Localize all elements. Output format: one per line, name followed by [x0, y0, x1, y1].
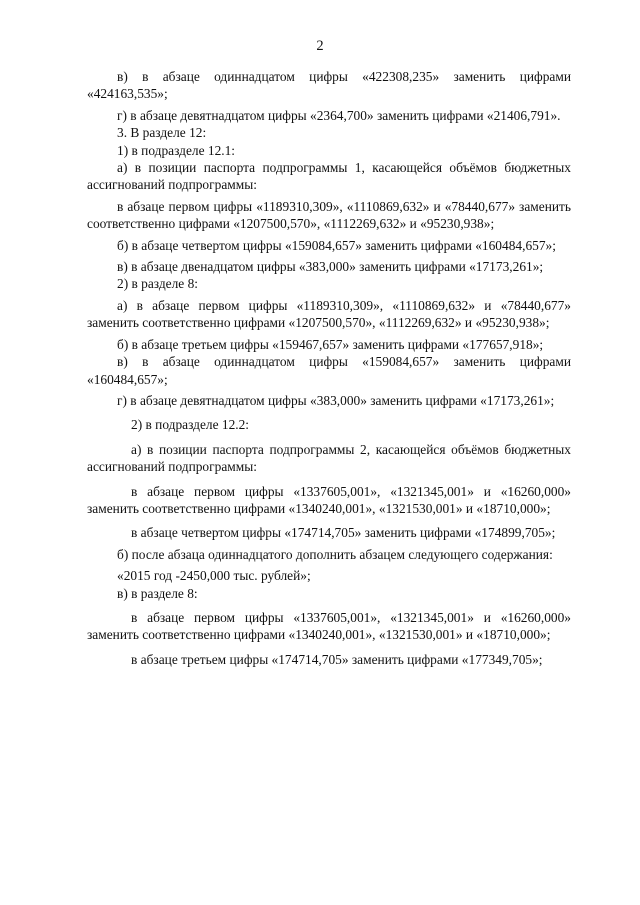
paragraph: в абзаце первом цифры «1337605,001», «1321345,001» и «16260,000» заменить соответственно цифрами «1340240,001», «1321530,001» и «18710,000»; — [87, 483, 571, 516]
paragraph: в) в абзаце одиннадцатом цифры «159084,657» заменить цифрами «160484,657»; — [87, 354, 571, 387]
paragraph: а) в позиции паспорта подпрограммы 2, касающейся объёмов бюджетных ассигнований подпрограммы: — [87, 441, 571, 475]
paragraph: 3. В разделе 12: — [117, 125, 207, 141]
paragraph: б) после абзаца одиннадцатого дополнить абзацем следующего содержания: — [117, 546, 553, 562]
paragraph: а) в позиции паспорта подпрограммы 1, касающейся объёмов бюджетных ассигнований подпрограммы: — [87, 160, 571, 193]
paragraph: «2015 год -2450,000 тыс. рублей»; — [117, 568, 311, 584]
paragraph: в абзаце третьем цифры «174714,705» заменить цифрами «177349,705»; — [131, 651, 543, 667]
paragraph: г) в абзаце девятнадцатом цифры «383,000» заменить цифрами «17173,261»; — [117, 392, 555, 408]
paragraph: в абзаце четвертом цифры «174714,705» заменить цифрами «174899,705»; — [131, 525, 556, 541]
paragraph: в) в разделе 8: — [117, 585, 198, 601]
paragraph: в) в абзаце двенадцатом цифры «383,000» заменить цифрами «17173,261»; — [117, 259, 544, 275]
paragraph: г) в абзаце девятнадцатом цифры «2364,700» заменить цифрами «21406,791». — [117, 107, 561, 123]
paragraph: а) в абзаце первом цифры «1189310,309», «1110869,632» и «78440,677» заменить соответственно цифрами «1207500,570», «1112269,632» и «95230,938»; — [87, 297, 571, 331]
page-number: 2 — [316, 38, 324, 54]
paragraph: в абзаце первом цифры «1189310,309», «1110869,632» и «78440,677» заменить соответственно цифрами «1207500,570», «1112269,632» и «95230,938»; — [87, 198, 571, 232]
paragraph: в абзаце первом цифры «1337605,001», «1321345,001» и «16260,000» заменить соответственно цифрами «1340240,001», «1321530,001» и «18710,000»; — [87, 609, 571, 643]
paragraph: б) в абзаце четвертом цифры «159084,657» заменить цифрами «160484,657»; — [117, 237, 556, 253]
paragraph: б) в абзаце третьем цифры «159467,657» заменить цифрами «177657,918»; — [117, 336, 544, 352]
paragraph: 2) в подразделе 12.2: — [131, 417, 250, 433]
paragraph: 1) в подразделе 12.1: — [117, 142, 236, 158]
paragraph: 2) в разделе 8: — [117, 276, 199, 292]
paragraph: в) в абзаце одиннадцатом цифры «422308,235» заменить цифрами «424163,535»; — [87, 69, 571, 102]
document-body — [87, 68, 571, 668]
